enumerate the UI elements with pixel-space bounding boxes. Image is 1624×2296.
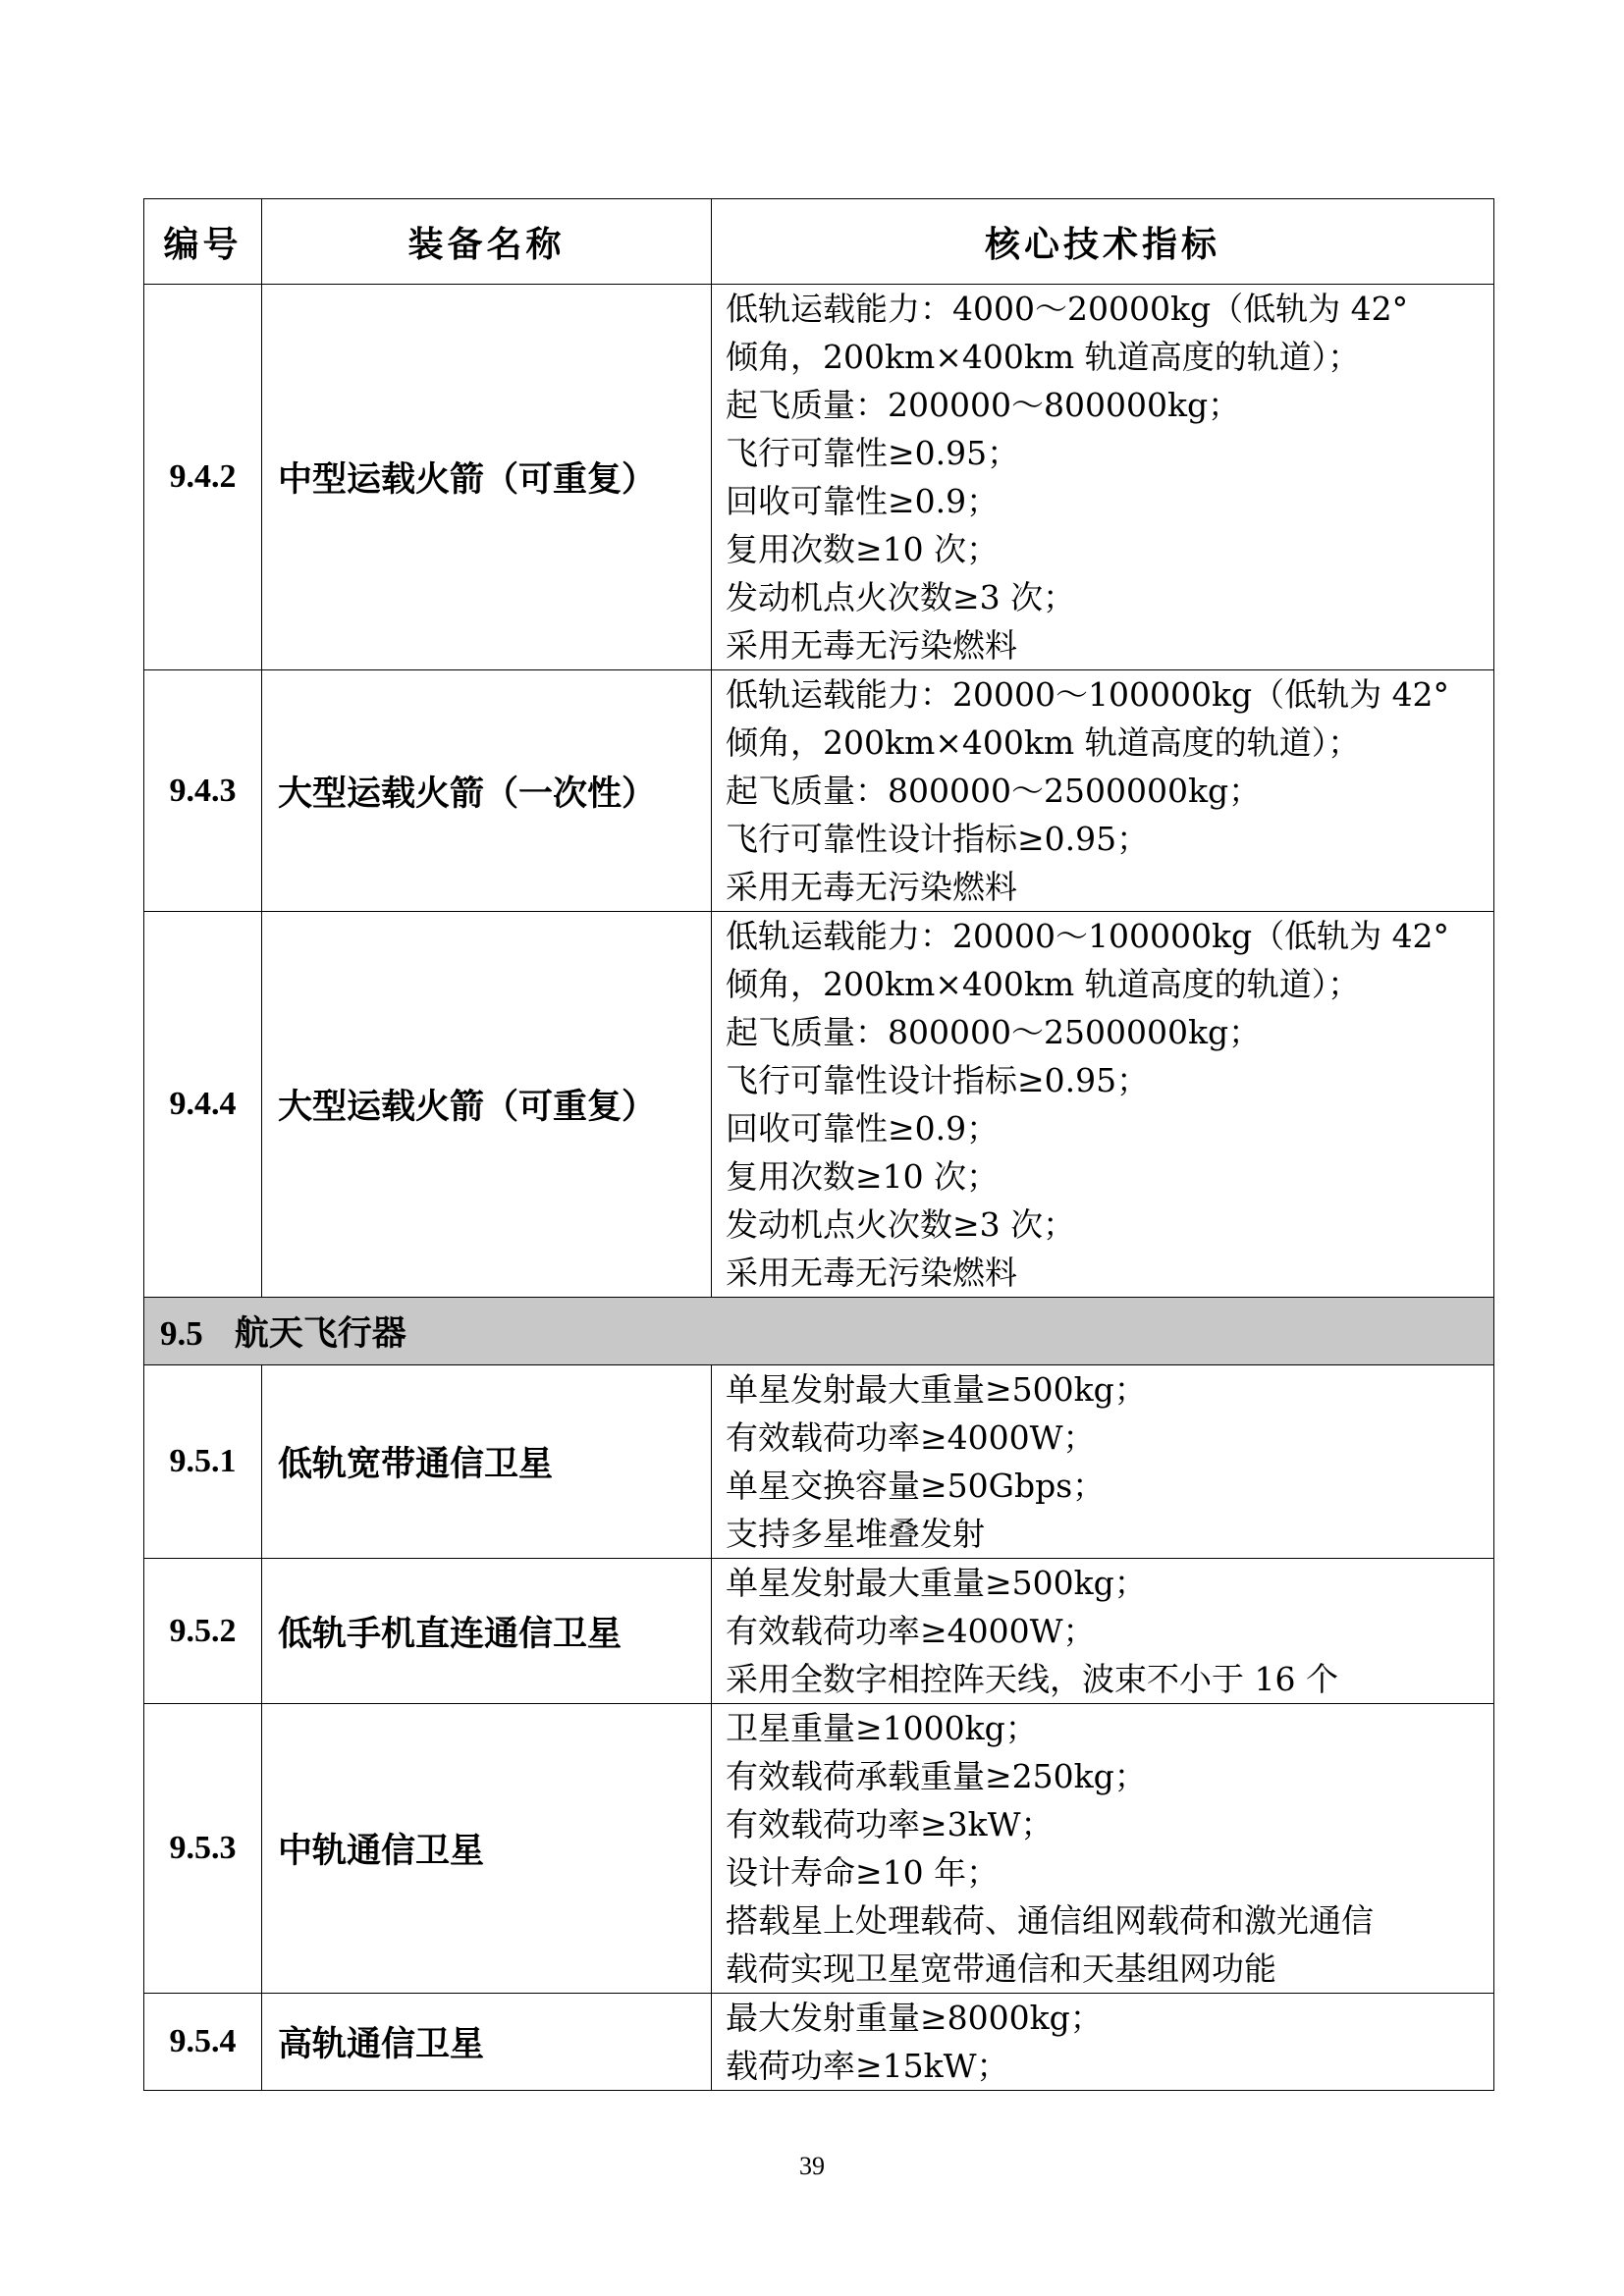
- page-number: 39: [799, 2152, 825, 2180]
- spec-line: 有效载荷功率≥4000W；: [726, 1418, 1096, 1457]
- spec-line: 有效载荷承载重量≥250kg；: [726, 1757, 1147, 1795]
- row-number: 9.5.2: [144, 1559, 262, 1704]
- row-number: 9.5.1: [144, 1365, 262, 1559]
- spec-line: 发动机点火次数≥3 次；: [726, 578, 1076, 616]
- spec-line: 倾角，200km×400km 轨道高度的轨道）；: [726, 338, 1361, 376]
- equipment-name: 大型运载火箭（一次性）: [262, 670, 712, 912]
- table-row: [144, 670, 1494, 912]
- spec-line: 有效载荷功率≥4000W；: [726, 1612, 1096, 1650]
- spec-line: 搭载星上处理载荷、通信组网载荷和激光通信: [726, 1901, 1374, 1940]
- equipment-name: 高轨通信卫星: [262, 1994, 712, 2091]
- header-core-specs: 核心技术指标: [712, 199, 1494, 285]
- section-header: [144, 1298, 1494, 1365]
- table-row: [144, 1559, 1494, 1704]
- spec-line: 复用次数≥10 次；: [726, 530, 1000, 568]
- section-header-row: [144, 1298, 1494, 1365]
- spec-cell: [712, 1704, 1494, 1994]
- spec-cell: [712, 670, 1494, 912]
- spec-line: 回收可靠性≥0.9；: [726, 482, 1000, 520]
- spec-line: 单星发射最大重量≥500kg；: [726, 1564, 1147, 1602]
- table-row: [144, 1704, 1494, 1994]
- table-header-row: [144, 199, 1494, 285]
- spec-line: 最大发射重量≥8000kg；: [726, 1999, 1103, 2037]
- row-number: 9.4.4: [144, 912, 262, 1298]
- spec-cell: [712, 1994, 1494, 2091]
- spec-line: 采用无毒无污染燃料: [726, 1254, 1017, 1292]
- spec-line: 倾角，200km×400km 轨道高度的轨道）；: [726, 965, 1361, 1003]
- equipment-name: 低轨宽带通信卫星: [262, 1365, 712, 1559]
- row-number: 9.4.2: [144, 285, 262, 670]
- row-number: 9.4.3: [144, 670, 262, 912]
- spec-line: 飞行可靠性设计指标≥0.95；: [726, 820, 1150, 858]
- header-number: 编号: [144, 199, 262, 285]
- table-row: [144, 285, 1494, 670]
- spec-cell: [712, 285, 1494, 670]
- spec-cell: [712, 912, 1494, 1298]
- table-row: [144, 1994, 1494, 2091]
- equipment-spec-table: [143, 198, 1494, 2091]
- spec-cell: [712, 1559, 1494, 1704]
- spec-line: 倾角，200km×400km 轨道高度的轨道）；: [726, 723, 1361, 762]
- header-equipment-name: 装备名称: [262, 199, 712, 285]
- equipment-name: 中轨通信卫星: [262, 1704, 712, 1994]
- spec-line: 低轨运载能力：20000～100000kg（低轨为 42°: [726, 675, 1450, 714]
- spec-line: 有效载荷功率≥3kW；: [726, 1805, 1054, 1843]
- spec-line: 单星发射最大重量≥500kg；: [726, 1370, 1147, 1409]
- spec-line: 低轨运载能力：20000～100000kg（低轨为 42°: [726, 917, 1450, 955]
- spec-line: 起飞质量：200000～800000kg；: [726, 386, 1241, 424]
- spec-line: 采用全数字相控阵天线，波束不小于 16 个: [726, 1660, 1338, 1698]
- spec-line: 采用无毒无污染燃料: [726, 626, 1017, 665]
- spec-line: 采用无毒无污染燃料: [726, 868, 1017, 906]
- spec-line: 支持多星堆叠发射: [726, 1515, 985, 1553]
- section-title: 航天飞行器: [234, 1313, 406, 1354]
- row-number: 9.5.4: [144, 1994, 262, 2091]
- spec-line: 低轨运载能力：4000～20000kg（低轨为 42°: [726, 290, 1409, 328]
- row-number: 9.5.3: [144, 1704, 262, 1994]
- spec-line: 起飞质量：800000～2500000kg；: [726, 772, 1262, 810]
- spec-line: 载荷实现卫星宽带通信和天基组网功能: [726, 1949, 1276, 1988]
- spec-line: 卫星重量≥1000kg；: [726, 1709, 1038, 1747]
- equipment-name: 低轨手机直连通信卫星: [262, 1559, 712, 1704]
- spec-line: 发动机点火次数≥3 次；: [726, 1205, 1076, 1244]
- table-row: [144, 912, 1494, 1298]
- equipment-name: 大型运载火箭（可重复）: [262, 912, 712, 1298]
- equipment-name: 中型运载火箭（可重复）: [262, 285, 712, 670]
- spec-line: 设计寿命≥10 年；: [726, 1853, 1000, 1892]
- spec-line: 起飞质量：800000～2500000kg；: [726, 1013, 1262, 1051]
- spec-line: 回收可靠性≥0.9；: [726, 1109, 1000, 1148]
- spec-cell: [712, 1365, 1494, 1559]
- table-row: [144, 1365, 1494, 1559]
- section-number: 9.5: [160, 1314, 203, 1353]
- spec-line: 飞行可靠性≥0.95；: [726, 434, 1020, 472]
- spec-line: 载荷功率≥15kW；: [726, 2047, 1009, 2085]
- spec-line: 复用次数≥10 次；: [726, 1157, 1000, 1196]
- spec-line: 飞行可靠性设计指标≥0.95；: [726, 1061, 1150, 1099]
- spec-line: 单星交换容量≥50Gbps；: [726, 1467, 1106, 1505]
